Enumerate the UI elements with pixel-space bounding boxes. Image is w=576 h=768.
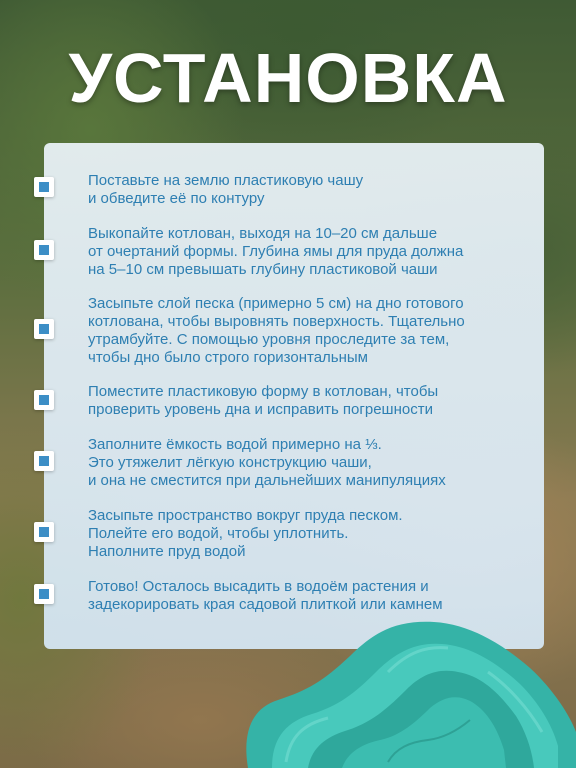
step-1: [88, 172, 528, 208]
step-6: [88, 507, 528, 561]
step-text-line: задекорировать края садовой плиткой или камнем: [88, 596, 443, 613]
square-bullet-icon: [34, 451, 54, 471]
step-text-line: Поместите пластиковую форму в котлован, чтобы: [88, 383, 439, 400]
step-text-line: чтобы дно было строго горизонтальным: [88, 349, 368, 366]
step-text-line: Выкопайте котлован, выходя на 10–20 см дальше: [88, 225, 438, 242]
square-bullet-icon: [34, 390, 54, 410]
step-text-line: котлована, чтобы выровнять поверхность. Тщательно: [88, 313, 465, 330]
square-bullet-icon: [34, 584, 54, 604]
step-text-line: Заполните ёмкость водой примерно на ⅓.: [88, 436, 382, 453]
step-text-line: и обведите её по контуру: [88, 190, 265, 207]
step-text-line: на 5–10 см превышать глубину пластиковой чаши: [88, 261, 438, 278]
square-bullet-icon: [34, 240, 54, 260]
step-text-line: проверить уровень дна и исправить погрешности: [88, 401, 433, 418]
step-4: [88, 383, 528, 419]
step-3: [88, 295, 528, 367]
step-text-line: от очертаний формы. Глубина ямы для пруда должна: [88, 243, 464, 260]
plastic-pond-bowl: [238, 612, 576, 768]
page-title: УСТАНОВКА: [68, 39, 508, 117]
step-text-line: утрамбуйте. С помощью уровня проследите за тем,: [88, 331, 450, 348]
step-text-line: Засыпьте пространство вокруг пруда песком.: [88, 507, 403, 524]
step-text-line: Засыпьте слой песка (примерно 5 см) на дно готового: [88, 295, 464, 312]
step-text-line: Наполните пруд водой: [88, 543, 246, 560]
square-bullet-icon: [34, 522, 54, 542]
step-text-line: Это утяжелит лёгкую конструкцию чаши,: [88, 454, 372, 471]
step-text-line: и она не сместится при дальнейших манипуляциях: [88, 472, 446, 489]
step-5: [88, 436, 528, 490]
square-bullet-icon: [34, 319, 54, 339]
square-bullet-icon: [34, 177, 54, 197]
step-2: [88, 225, 528, 279]
step-text-line: Поставьте на землю пластиковую чашу: [88, 172, 364, 189]
step-text-line: Полейте его водой, чтобы уплотнить.: [88, 525, 349, 542]
step-text-line: Готово! Осталось высадить в водоём растения и: [88, 578, 429, 595]
step-7: [88, 578, 528, 614]
